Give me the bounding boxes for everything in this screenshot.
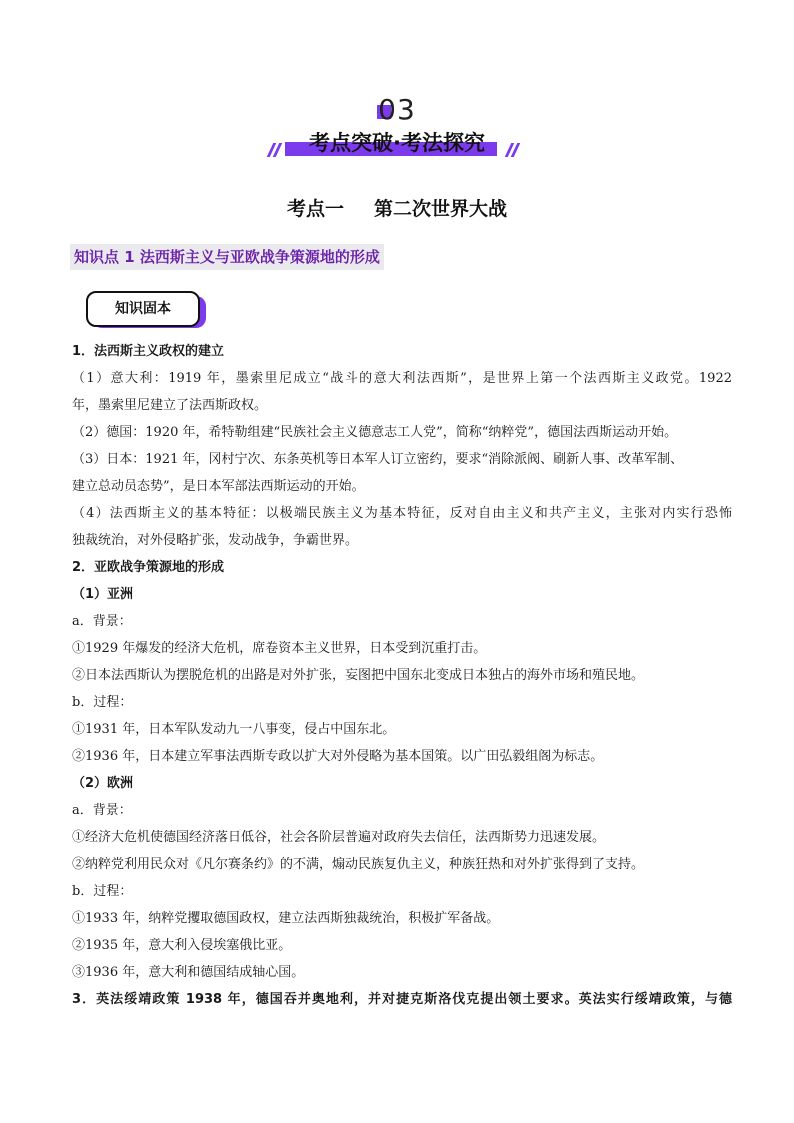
paragraph-line: ②1936 年，日本建立军事法西斯专政以扩大对外侵略为基本国策。以广田弘毅组阁为标志。 <box>72 749 604 764</box>
paragraph-line: b．过程： <box>72 884 133 899</box>
paragraph-line: （1）意大利：1919 年，墨索里尼成立“战斗的意大利法西斯”，是世界上第一个法西斯主义政党。1922 <box>72 371 732 386</box>
paragraph-line: a．背景： <box>72 803 132 818</box>
section-title: 考点突破·考法探究 <box>309 131 485 155</box>
paragraph-line: （3）日本：1921 年，冈村宁次、东条英机等日本军人订立密约，要求“消除派阀、刷新人事、改革军制、 <box>72 452 684 467</box>
subheading-europe: （2）欧洲 <box>72 776 134 791</box>
heading-1: 1．法西斯主义政权的建立 <box>72 344 225 359</box>
heading-3: 3．英法绥靖政策 1938 年，德国吞并奥地利，并对捷克斯洛伐克提出领土要求。英法实行绥靖政策，与德 <box>72 992 732 1007</box>
paragraph-line: （4）法西斯主义的基本特征：以极端民族主义为基本特征，反对自由主义和共产主义，主张对内实行恐怖 <box>72 506 732 521</box>
paragraph-line: ②1935 年，意大利入侵埃塞俄比亚。 <box>72 938 292 953</box>
topic-heading <box>0 194 794 224</box>
subheading-asia: （1）亚洲 <box>72 587 134 602</box>
knowledge-point-heading: 知识点 1 法西斯主义与亚欧战争策源地的形成 <box>70 244 384 270</box>
paragraph-line: ①1933 年，纳粹党攫取德国政权，建立法西斯独裁统治，积极扩军备战。 <box>72 911 500 926</box>
paragraph-line: （2）德国：1920 年，希特勒组建“民族社会主义德意志工人党”，简称“纳粹党”，德国法西斯运动开始。 <box>72 425 678 440</box>
paragraph-line: 建立总动员态势”，是日本军部法西斯运动的开始。 <box>72 479 365 494</box>
paragraph-line: a．背景： <box>72 614 132 629</box>
paragraph-line: ②纳粹党利用民众对《凡尔赛条约》的不满，煽动民族复仇主义，种族狂热和对外扩张得到了支持。 <box>72 857 645 872</box>
paragraph-line: b．过程： <box>72 695 133 710</box>
paragraph-line: ③1936 年，意大利和德国结成轴心国。 <box>72 965 305 980</box>
heading-2: 2．亚欧战争策源地的形成 <box>72 560 225 575</box>
topic-label: 考点一 <box>286 198 344 220</box>
section-number: 03 <box>378 93 416 126</box>
paragraph-line: ①1931 年，日本军队发动九一八事变，侵占中国东北。 <box>72 722 396 737</box>
paragraph-line: 年，墨索里尼建立了法西斯政权。 <box>72 398 268 413</box>
paragraph-line: ②日本法西斯认为摆脱危机的出路是对外扩张，妄图把中国东北变成日本独占的海外市场和殖民地。 <box>72 668 645 683</box>
paragraph-line: ①经济大危机使德国经济落日低谷，社会各阶层普遍对政府失去信任，法西斯势力迅速发展。 <box>72 830 606 845</box>
topic-title: 第二次世界大战 <box>374 198 508 220</box>
paragraph-line: 独裁统治，对外侵略扩张，发动战争，争霸世界。 <box>72 533 359 548</box>
knowledge-badge: 知识固本 <box>86 291 200 327</box>
paragraph-line: ①1929 年爆发的经济大危机，席卷资本主义世界，日本受到沉重打击。 <box>72 641 487 656</box>
